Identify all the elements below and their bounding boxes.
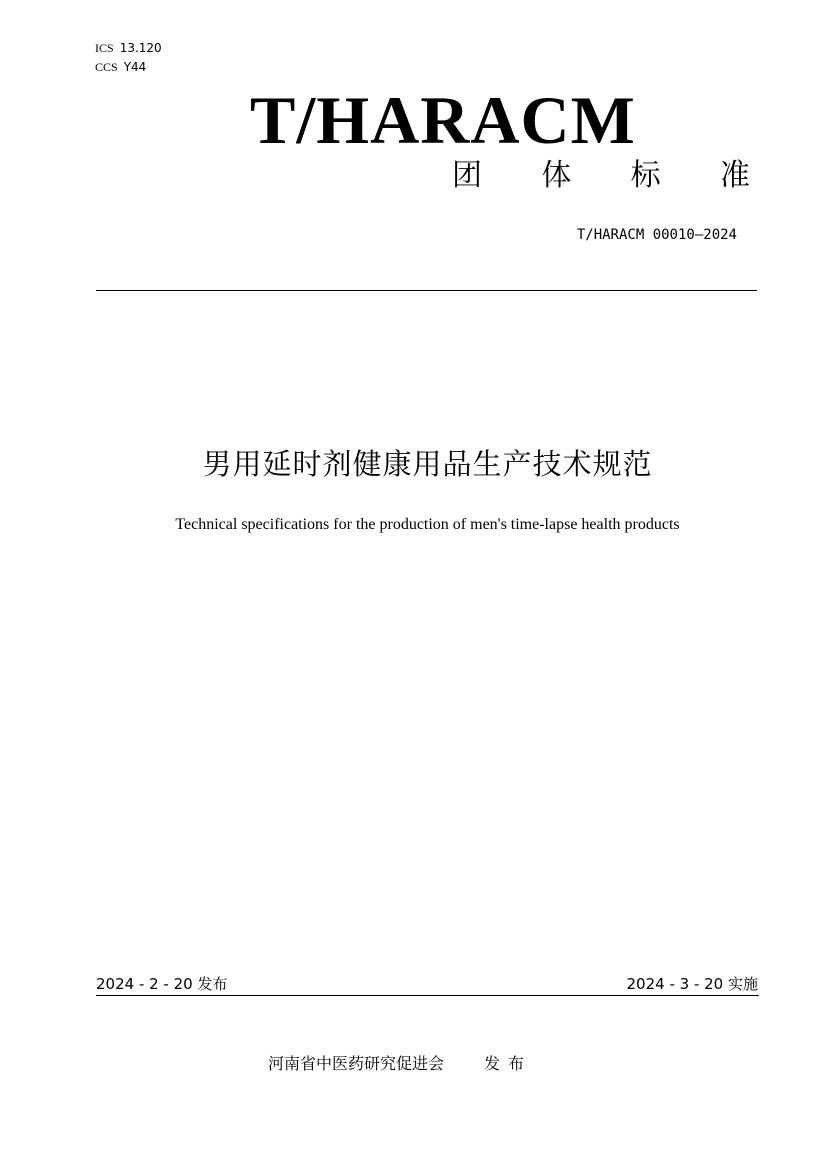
document-title-chinese: 男用延时剂健康用品生产技术规范 xyxy=(202,447,653,481)
publisher-action: 发布 xyxy=(484,1054,533,1073)
standard-number: T/HARACM 00010—2024 xyxy=(576,227,737,243)
brand-subtitle-char: 团 xyxy=(452,158,482,193)
document-title-english: Technical specifications for the production of men's time-lapse health products xyxy=(175,516,680,533)
ics-code: 13.120 xyxy=(119,41,162,55)
ccs-code: Y44 xyxy=(123,60,147,74)
ccs-label: CCS xyxy=(95,60,118,74)
issue-date: 2024 - 2 - 20 发布 xyxy=(96,975,228,993)
publisher-line xyxy=(268,1053,532,1075)
ccs-line xyxy=(95,60,146,74)
brand-subtitle-char: 标 xyxy=(630,158,661,193)
publisher-name: 河南省中医药研究促进会 xyxy=(268,1054,445,1073)
ics-line xyxy=(95,41,162,55)
ics-label: ICS xyxy=(95,41,114,55)
brand-subtitle xyxy=(452,156,750,196)
brand-subtitle-char: 准 xyxy=(719,158,750,193)
brand-subtitle-char: 体 xyxy=(541,158,572,193)
top-divider xyxy=(96,290,757,291)
bottom-divider xyxy=(96,995,759,996)
brand-mark: T/HARACM xyxy=(250,82,636,158)
implementation-date: 2024 - 3 - 20 实施 xyxy=(626,975,758,993)
